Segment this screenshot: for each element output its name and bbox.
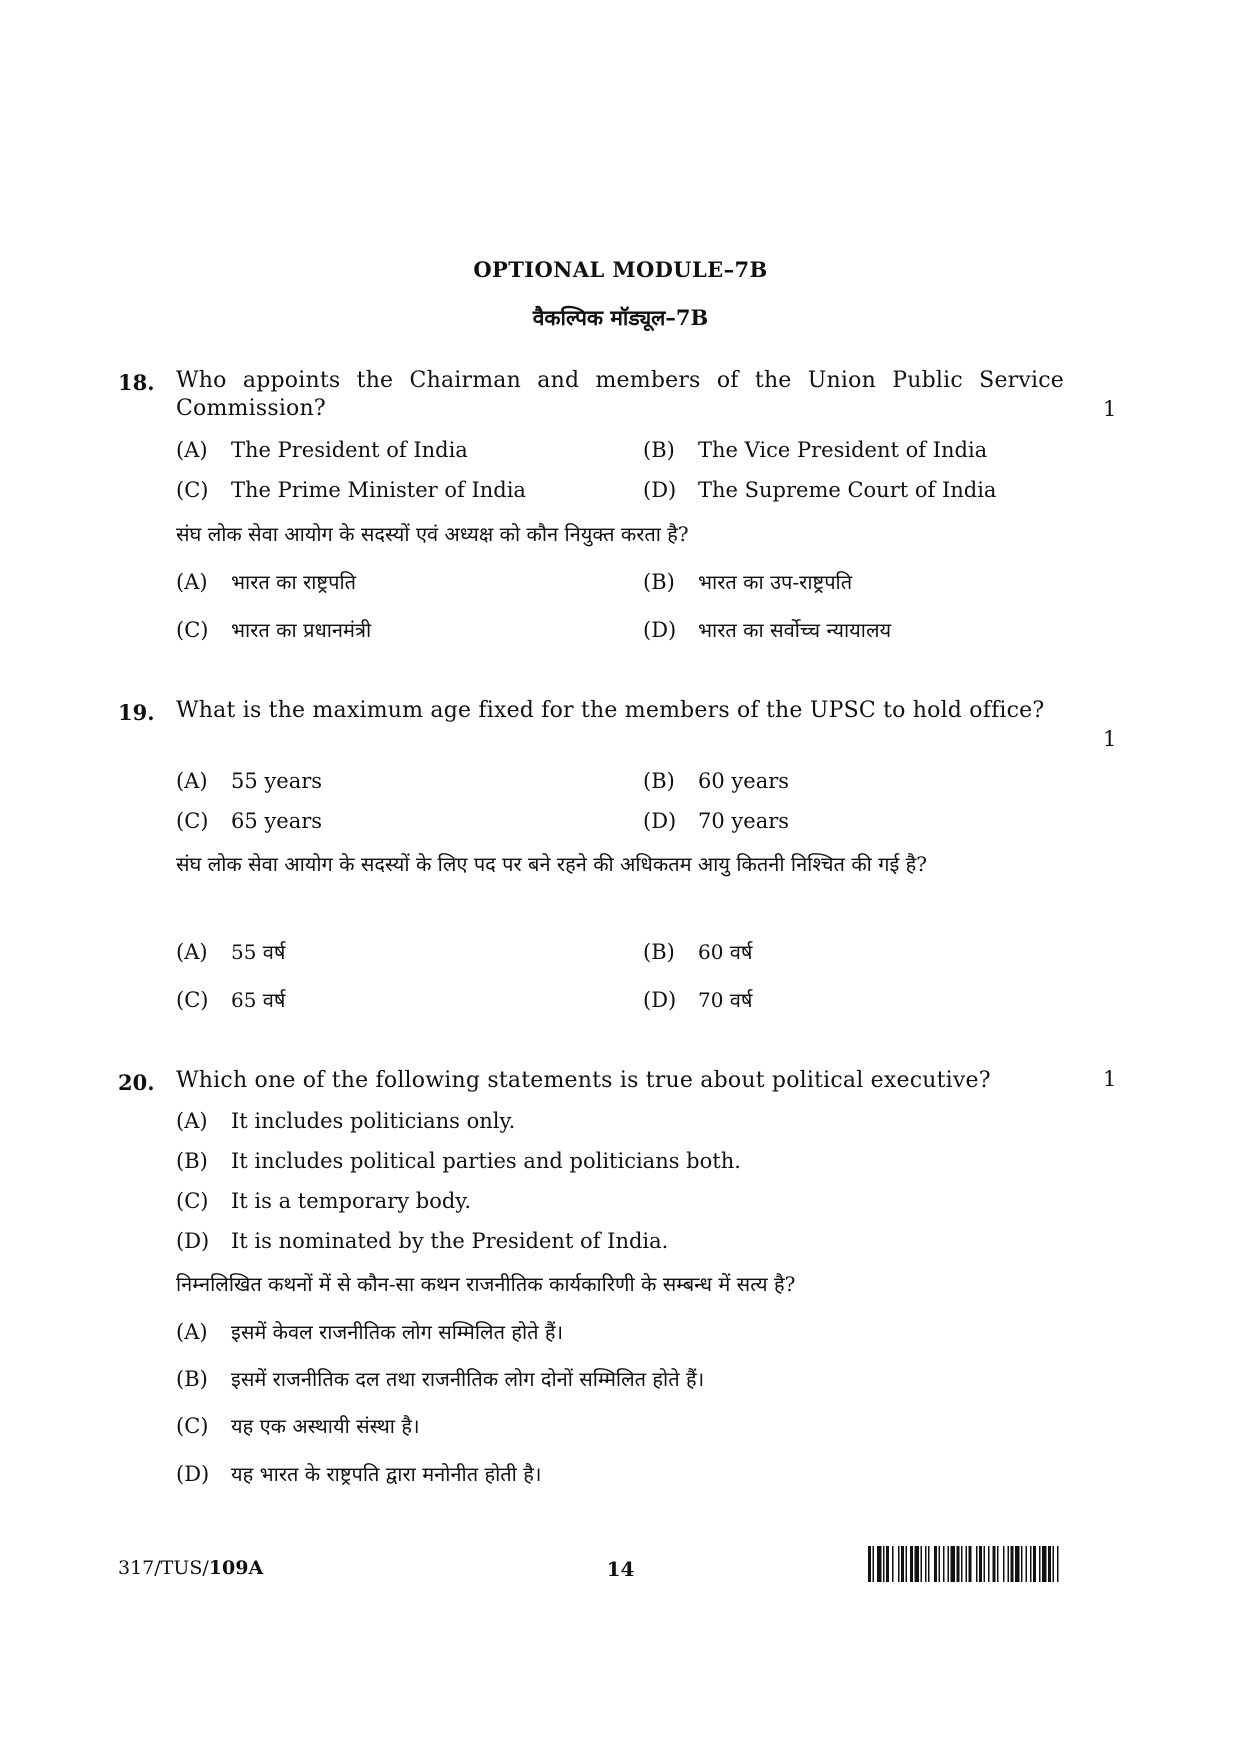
page-number: 14: [606, 1557, 635, 1581]
option-hindi: [176, 1412, 420, 1439]
option-text: It is nominated by the President of India.: [231, 1229, 669, 1253]
barcode-icon: [868, 1546, 1124, 1582]
option-label: (B): [643, 438, 675, 462]
question-marks: 1: [1103, 727, 1117, 751]
option-english: [643, 436, 987, 464]
option-hindi: [643, 938, 753, 965]
option-label: (B): [176, 1367, 208, 1391]
module-title-english: OPTIONAL MODULE–7B: [473, 257, 768, 282]
option-hindi: [176, 1460, 541, 1487]
option-english: [176, 436, 468, 464]
option-text: भारत का उप-राष्ट्रपति: [698, 570, 853, 594]
option-label: (A): [176, 570, 208, 594]
option-hindi: [176, 1365, 704, 1392]
question-number: 18.: [118, 370, 155, 395]
option-english: [176, 807, 322, 835]
option-text: 65 years: [231, 809, 323, 833]
question-text-english: What is the maximum age fixed for the members of the UPSC to hold office?: [176, 698, 1045, 723]
question-text-hindi: निम्नलिखित कथनों में से कौन-सा कथन राजनीतिक कार्यकारिणी के सम्बन्ध में सत्य है?: [176, 1272, 796, 1296]
option-text: The Vice President of India: [698, 438, 988, 462]
question-text-english: Which one of the following statements is true about political executive?: [176, 1068, 991, 1093]
option-label: (D): [176, 1462, 210, 1486]
option-label: (C): [176, 478, 209, 502]
option-text: 55 years: [231, 769, 323, 793]
option-text: The President of India: [231, 438, 468, 462]
question-text-hindi: संघ लोक सेवा आयोग के सदस्यों एवं अध्यक्ष को कौन नियुक्त करता है?: [176, 522, 689, 546]
option-english: [643, 767, 789, 795]
option-english: [176, 1147, 741, 1175]
option-text: It is a temporary body.: [231, 1189, 472, 1213]
paper-code-prefix: 317/TUS/: [118, 1557, 209, 1579]
option-label: (C): [176, 618, 209, 642]
option-label: (B): [643, 769, 675, 793]
option-label: (B): [176, 1149, 208, 1173]
option-label: (A): [176, 438, 208, 462]
option-english: [176, 1187, 471, 1215]
option-text: It includes political parties and politicians both.: [231, 1149, 741, 1173]
question-text-english: Who appoints the Chairman and members of the Union Public Service Commission?: [176, 368, 1064, 421]
option-text: यह एक अस्थायी संस्था है।: [231, 1414, 420, 1438]
paper-code-suffix: 109A: [208, 1557, 264, 1579]
option-hindi: [643, 616, 891, 643]
option-label: (C): [176, 1189, 209, 1213]
option-label: (D): [643, 618, 677, 642]
module-title-hindi: वैकल्पिक मॉड्यूल–7B: [532, 305, 709, 330]
option-label: (A): [176, 1109, 208, 1133]
option-label: (D): [643, 988, 677, 1012]
option-text: 55 वर्ष: [231, 940, 286, 964]
option-text: इसमें राजनीतिक दल तथा राजनीतिक लोग दोनों सम्मिलित होते हैं।: [231, 1367, 705, 1391]
option-text: 60 वर्ष: [698, 940, 753, 964]
option-text: इसमें केवल राजनीतिक लोग सम्मिलित होते हैं।: [231, 1320, 564, 1344]
option-text: 70 वर्ष: [698, 988, 753, 1012]
option-english: [643, 807, 789, 835]
option-text: 60 years: [698, 769, 790, 793]
option-text: यह भारत के राष्ट्रपति द्वारा मनोनीत होती है।: [231, 1462, 542, 1486]
option-label: (A): [176, 940, 208, 964]
option-text: 65 वर्ष: [231, 988, 286, 1012]
option-label: (A): [176, 769, 208, 793]
option-text: भारत का सर्वोच्च न्यायालय: [698, 618, 892, 642]
option-english: [176, 476, 526, 504]
option-label: (D): [643, 478, 677, 502]
option-english: [643, 476, 996, 504]
option-label: (A): [176, 1320, 208, 1344]
option-hindi: [176, 616, 371, 643]
option-text: The Supreme Court of India: [698, 478, 997, 502]
option-text: It includes politicians only.: [231, 1109, 516, 1133]
question-marks: 1: [1103, 397, 1117, 421]
option-hindi: [176, 1318, 563, 1345]
option-english: [176, 1107, 515, 1135]
option-label: (B): [643, 570, 675, 594]
option-label: (D): [176, 1229, 210, 1253]
option-hindi: [176, 986, 286, 1013]
option-label: (B): [643, 940, 675, 964]
option-text: भारत का राष्ट्रपति: [231, 570, 357, 594]
option-english: [176, 767, 322, 795]
option-text: The Prime Minister of India: [231, 478, 526, 502]
question-marks: 1: [1103, 1067, 1117, 1091]
option-label: (C): [176, 1414, 209, 1438]
question-number: 20.: [118, 1070, 155, 1095]
option-label: (C): [176, 809, 209, 833]
option-hindi: [643, 986, 753, 1013]
question-number: 19.: [118, 700, 155, 725]
option-english: [176, 1227, 668, 1255]
option-label: (C): [176, 988, 209, 1012]
option-text: भारत का प्रधानमंत्री: [231, 618, 372, 642]
option-hindi: [176, 938, 286, 965]
option-text: 70 years: [698, 809, 790, 833]
question-text-hindi: संघ लोक सेवा आयोग के सदस्यों के लिए पद पर बने रहने की अधिकतम आयु कितनी निश्चित की गई है?: [176, 852, 927, 876]
option-hindi: [176, 568, 356, 595]
option-hindi: [643, 568, 852, 595]
option-label: (D): [643, 809, 677, 833]
